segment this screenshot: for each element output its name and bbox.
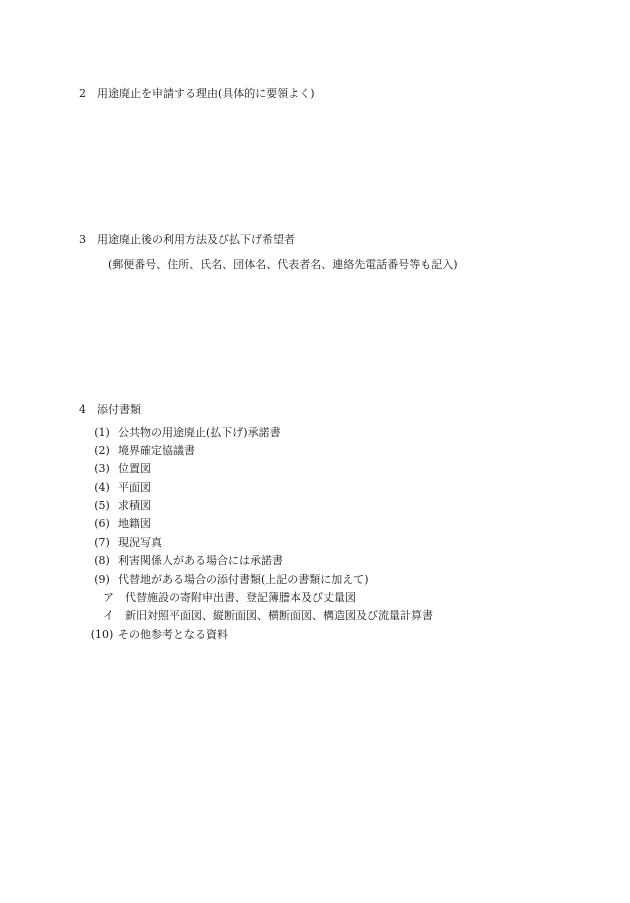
list-item-text: 境界確定協議書 <box>118 444 195 457</box>
list-item-text: 現況写真 <box>118 536 162 549</box>
list-item-text: 位置図 <box>118 462 151 475</box>
list-item-number: (7) <box>94 536 110 549</box>
list-item-text: その他参考となる資料 <box>118 628 228 641</box>
sub-list-item-marker: イ <box>103 609 114 622</box>
section-3-title: 用途廃止後の利用方法及び払下げ希望者 <box>97 233 295 246</box>
list-item-number: (10) <box>90 628 114 641</box>
sub-list-item-marker: ア <box>103 591 114 604</box>
section-2-heading <box>79 87 315 101</box>
list-item-number: (4) <box>94 481 110 494</box>
sub-list-item-text: 新旧対照平面図、縦断面図、横断面図、構造図及び流量計算書 <box>125 609 433 622</box>
sub-list-item-text: 代替施設の寄附申出書、登記簿謄本及び丈量図 <box>125 591 356 604</box>
section-2-title: 用途廃止を申請する理由(具体的に要領よく) <box>97 87 315 100</box>
section-2-number: 2 <box>79 87 86 100</box>
list-item-text: 地籍図 <box>118 517 151 530</box>
list-item <box>86 517 151 531</box>
list-item-number: (1) <box>94 426 110 439</box>
sub-list-item <box>103 591 356 605</box>
list-item-number: (9) <box>94 573 110 586</box>
list-item-number: (6) <box>94 517 110 530</box>
list-item <box>86 481 151 495</box>
list-item-text: 公共物の用途廃止(払下げ)承諾書 <box>118 426 281 439</box>
section-3-note: (郵便番号、住所、氏名、団体名、代表者名、連絡先電話番号等も記入) <box>108 258 458 271</box>
list-item-text: 利害関係人がある場合には承諾書 <box>118 554 283 567</box>
section-3-heading <box>79 233 295 247</box>
list-item-text: 求積図 <box>118 499 151 512</box>
list-item <box>86 462 151 476</box>
list-item <box>86 536 162 550</box>
sub-list-item <box>103 609 433 623</box>
list-item <box>86 628 228 642</box>
list-item-text: 平面図 <box>118 481 151 494</box>
list-item-number: (8) <box>94 554 110 567</box>
section-4-title: 添付書類 <box>97 403 141 416</box>
list-item <box>86 426 281 440</box>
list-item <box>86 573 369 587</box>
list-item-number: (2) <box>94 444 110 457</box>
list-item-number: (3) <box>94 462 110 475</box>
list-item <box>86 499 151 513</box>
list-item-text: 代替地がある場合の添付書類(上記の書類に加えて) <box>118 573 369 586</box>
section-4-number: 4 <box>79 403 86 416</box>
list-item-number: (5) <box>94 499 110 512</box>
section-3-number: 3 <box>79 233 86 246</box>
list-item <box>86 554 283 568</box>
list-item <box>86 444 195 458</box>
section-4-heading <box>79 403 141 417</box>
